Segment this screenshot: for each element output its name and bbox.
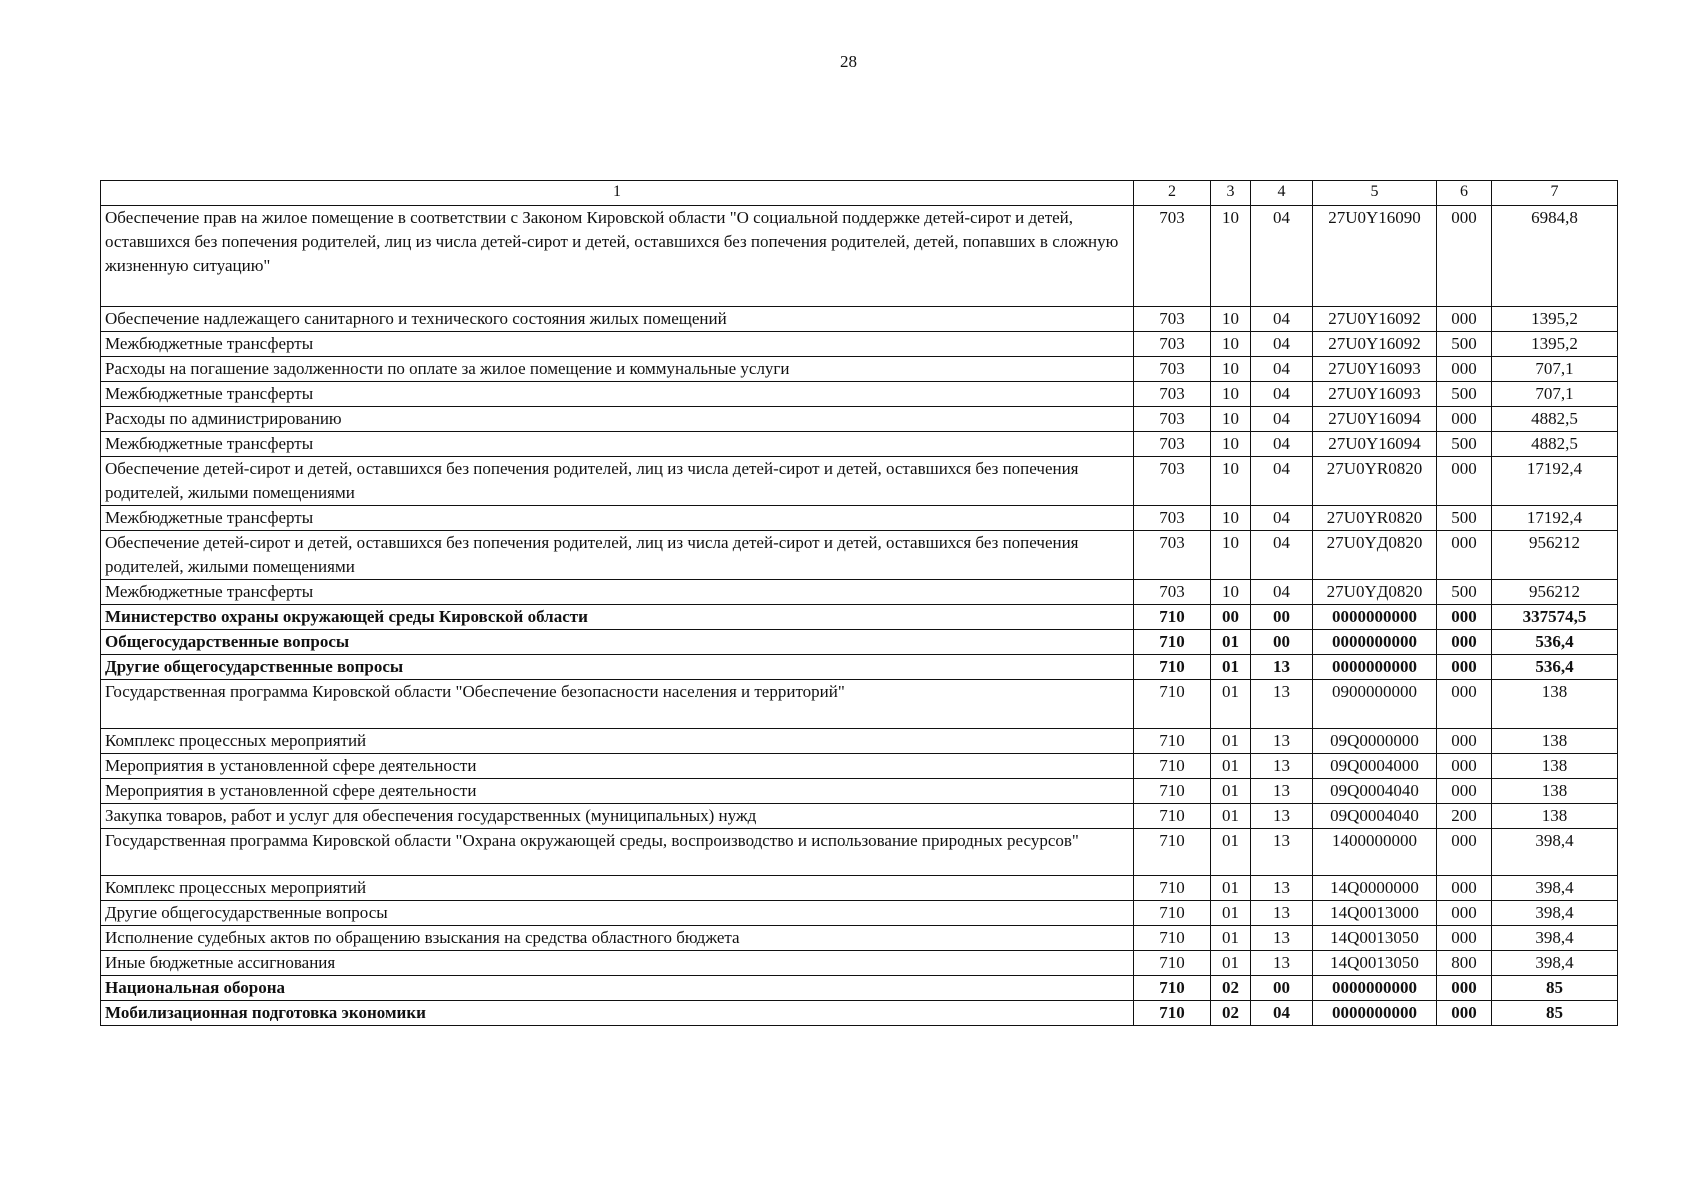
cell-col-2: 710 (1134, 655, 1211, 680)
cell-col-7: 956212 (1492, 531, 1618, 580)
cell-col-6: 000 (1437, 206, 1492, 307)
cell-col-4: 13 (1251, 680, 1313, 729)
cell-col-3: 00 (1211, 605, 1251, 630)
cell-col-2: 710 (1134, 926, 1211, 951)
cell-name: Мероприятия в установленной сфере деятельности (101, 754, 1134, 779)
table-row (101, 332, 1618, 357)
page-number: 28 (840, 52, 857, 71)
header-row (101, 181, 1618, 206)
table-row (101, 531, 1618, 580)
cell-col-5: 0900000000 (1313, 680, 1437, 729)
cell-col-3: 01 (1211, 754, 1251, 779)
cell-col-5: 27U0Y16093 (1313, 382, 1437, 407)
cell-col-4: 04 (1251, 407, 1313, 432)
cell-col-3: 10 (1211, 382, 1251, 407)
cell-col-5: 14Q0000000 (1313, 876, 1437, 901)
table-row (101, 779, 1618, 804)
cell-name: Министерство охраны окружающей среды Кировской области (101, 605, 1134, 630)
cell-col-7: 398,4 (1492, 901, 1618, 926)
cell-col-6: 000 (1437, 754, 1492, 779)
cell-col-7: 536,4 (1492, 630, 1618, 655)
cell-col-2: 710 (1134, 680, 1211, 729)
cell-col-2: 710 (1134, 729, 1211, 754)
cell-col-4: 04 (1251, 206, 1313, 307)
column-header-7: 7 (1492, 181, 1618, 206)
cell-col-5: 0000000000 (1313, 630, 1437, 655)
cell-col-2: 710 (1134, 779, 1211, 804)
cell-name: Государственная программа Кировской области "Обеспечение безопасности населения и территорий" (101, 680, 1134, 729)
cell-col-5: 14Q0013050 (1313, 926, 1437, 951)
cell-col-5: 09Q0004040 (1313, 804, 1437, 829)
cell-col-4: 04 (1251, 457, 1313, 506)
cell-col-4: 04 (1251, 531, 1313, 580)
table-row (101, 580, 1618, 605)
cell-col-5: 0000000000 (1313, 605, 1437, 630)
cell-col-5: 27U0Y16094 (1313, 432, 1437, 457)
cell-col-5: 27U0YR0820 (1313, 457, 1437, 506)
cell-name: Межбюджетные трансферты (101, 432, 1134, 457)
cell-col-2: 710 (1134, 829, 1211, 876)
cell-col-3: 02 (1211, 1001, 1251, 1026)
cell-col-5: 27U0YR0820 (1313, 506, 1437, 531)
cell-col-4: 04 (1251, 1001, 1313, 1026)
cell-col-6: 000 (1437, 829, 1492, 876)
cell-col-5: 0000000000 (1313, 655, 1437, 680)
cell-col-5: 1400000000 (1313, 829, 1437, 876)
cell-col-2: 703 (1134, 382, 1211, 407)
cell-col-4: 13 (1251, 829, 1313, 876)
cell-col-3: 01 (1211, 901, 1251, 926)
cell-col-2: 703 (1134, 432, 1211, 457)
cell-col-6: 000 (1437, 926, 1492, 951)
cell-col-4: 04 (1251, 432, 1313, 457)
cell-col-5: 27U0Y16092 (1313, 307, 1437, 332)
cell-name: Иные бюджетные ассигнования (101, 951, 1134, 976)
cell-col-4: 00 (1251, 605, 1313, 630)
cell-col-4: 13 (1251, 926, 1313, 951)
cell-col-7: 4882,5 (1492, 432, 1618, 457)
cell-col-6: 500 (1437, 332, 1492, 357)
cell-col-6: 000 (1437, 901, 1492, 926)
cell-col-2: 703 (1134, 580, 1211, 605)
cell-col-4: 13 (1251, 901, 1313, 926)
cell-col-5: 27U0Y16090 (1313, 206, 1437, 307)
cell-name: Исполнение судебных актов по обращению взыскания на средства областного бюджета (101, 926, 1134, 951)
cell-col-3: 01 (1211, 876, 1251, 901)
budget-table (100, 180, 1618, 1026)
cell-col-4: 00 (1251, 630, 1313, 655)
cell-col-7: 85 (1492, 1001, 1618, 1026)
cell-name: Мероприятия в установленной сфере деятельности (101, 779, 1134, 804)
cell-col-7: 138 (1492, 729, 1618, 754)
table-row (101, 407, 1618, 432)
cell-col-3: 01 (1211, 951, 1251, 976)
column-header-1: 1 (101, 181, 1134, 206)
cell-col-3: 01 (1211, 729, 1251, 754)
table-row (101, 307, 1618, 332)
cell-name: Национальная оборона (101, 976, 1134, 1001)
cell-col-3: 10 (1211, 307, 1251, 332)
table-row (101, 1001, 1618, 1026)
cell-col-3: 02 (1211, 976, 1251, 1001)
table-row (101, 605, 1618, 630)
cell-col-2: 703 (1134, 531, 1211, 580)
cell-col-3: 10 (1211, 457, 1251, 506)
cell-col-6: 000 (1437, 1001, 1492, 1026)
cell-col-3: 01 (1211, 779, 1251, 804)
cell-col-4: 04 (1251, 506, 1313, 531)
cell-col-2: 710 (1134, 901, 1211, 926)
cell-col-7: 17192,4 (1492, 457, 1618, 506)
cell-col-7: 337574,5 (1492, 605, 1618, 630)
cell-col-3: 10 (1211, 531, 1251, 580)
table-row (101, 432, 1618, 457)
cell-col-2: 703 (1134, 506, 1211, 531)
cell-col-5: 27U0YД0820 (1313, 531, 1437, 580)
cell-col-5: 14Q0013000 (1313, 901, 1437, 926)
cell-col-2: 710 (1134, 754, 1211, 779)
cell-col-2: 703 (1134, 407, 1211, 432)
cell-col-6: 500 (1437, 506, 1492, 531)
cell-col-4: 04 (1251, 307, 1313, 332)
cell-col-6: 000 (1437, 457, 1492, 506)
cell-col-6: 000 (1437, 307, 1492, 332)
cell-name: Обеспечение детей-сирот и детей, оставшихся без попечения родителей, лиц из числа детей-сирот и детей, оставшихся без попечения родителей, жилыми помещениями (101, 457, 1134, 506)
cell-name: Расходы на погашение задолженности по оплате за жилое помещение и коммунальные услуги (101, 357, 1134, 382)
cell-col-3: 01 (1211, 829, 1251, 876)
cell-col-3: 10 (1211, 407, 1251, 432)
cell-col-4: 13 (1251, 655, 1313, 680)
cell-name: Комплекс процессных мероприятий (101, 729, 1134, 754)
cell-col-2: 710 (1134, 605, 1211, 630)
cell-col-2: 703 (1134, 307, 1211, 332)
column-header-4: 4 (1251, 181, 1313, 206)
cell-col-6: 000 (1437, 876, 1492, 901)
column-header-6: 6 (1437, 181, 1492, 206)
cell-col-7: 398,4 (1492, 876, 1618, 901)
cell-col-7: 6984,8 (1492, 206, 1618, 307)
cell-col-4: 04 (1251, 332, 1313, 357)
cell-name: Межбюджетные трансферты (101, 506, 1134, 531)
cell-col-3: 10 (1211, 206, 1251, 307)
cell-col-2: 703 (1134, 332, 1211, 357)
cell-col-5: 09Q0004000 (1313, 754, 1437, 779)
cell-col-2: 710 (1134, 951, 1211, 976)
cell-col-5: 09Q0000000 (1313, 729, 1437, 754)
cell-col-7: 1395,2 (1492, 332, 1618, 357)
cell-col-3: 01 (1211, 630, 1251, 655)
cell-col-7: 707,1 (1492, 382, 1618, 407)
cell-col-4: 13 (1251, 729, 1313, 754)
cell-col-7: 707,1 (1492, 357, 1618, 382)
cell-name: Другие общегосударственные вопросы (101, 901, 1134, 926)
column-header-5: 5 (1313, 181, 1437, 206)
cell-name: Межбюджетные трансферты (101, 382, 1134, 407)
cell-name: Межбюджетные трансферты (101, 332, 1134, 357)
cell-col-4: 00 (1251, 976, 1313, 1001)
cell-col-3: 10 (1211, 432, 1251, 457)
cell-col-7: 398,4 (1492, 829, 1618, 876)
cell-col-4: 04 (1251, 357, 1313, 382)
cell-col-2: 710 (1134, 876, 1211, 901)
table-row (101, 680, 1618, 729)
cell-col-5: 27U0Y16094 (1313, 407, 1437, 432)
cell-col-2: 703 (1134, 457, 1211, 506)
table-row (101, 206, 1618, 307)
table-row (101, 754, 1618, 779)
cell-col-6: 000 (1437, 680, 1492, 729)
cell-col-7: 1395,2 (1492, 307, 1618, 332)
cell-col-2: 703 (1134, 357, 1211, 382)
cell-col-4: 13 (1251, 754, 1313, 779)
cell-name: Расходы по администрированию (101, 407, 1134, 432)
cell-col-6: 000 (1437, 655, 1492, 680)
cell-name: Мобилизационная подготовка экономики (101, 1001, 1134, 1026)
cell-col-7: 138 (1492, 804, 1618, 829)
cell-col-6: 000 (1437, 605, 1492, 630)
cell-col-5: 27U0Y16093 (1313, 357, 1437, 382)
table-row (101, 729, 1618, 754)
table-row (101, 951, 1618, 976)
table-row (101, 506, 1618, 531)
cell-col-2: 710 (1134, 976, 1211, 1001)
cell-name: Государственная программа Кировской области "Охрана окружающей среды, воспроизводство и использование природных ресурсов" (101, 829, 1134, 876)
table-row (101, 901, 1618, 926)
cell-col-6: 800 (1437, 951, 1492, 976)
cell-col-7: 138 (1492, 680, 1618, 729)
cell-col-3: 10 (1211, 506, 1251, 531)
table-body (101, 206, 1618, 1026)
cell-name: Комплекс процессных мероприятий (101, 876, 1134, 901)
cell-col-2: 710 (1134, 630, 1211, 655)
cell-name: Другие общегосударственные вопросы (101, 655, 1134, 680)
table-row (101, 804, 1618, 829)
cell-col-6: 000 (1437, 976, 1492, 1001)
cell-col-7: 398,4 (1492, 951, 1618, 976)
table-row (101, 357, 1618, 382)
column-header-3: 3 (1211, 181, 1251, 206)
table-row (101, 630, 1618, 655)
table-row (101, 457, 1618, 506)
cell-col-4: 13 (1251, 951, 1313, 976)
cell-col-3: 10 (1211, 332, 1251, 357)
cell-col-2: 710 (1134, 804, 1211, 829)
cell-name: Обеспечение надлежащего санитарного и технического состояния жилых помещений (101, 307, 1134, 332)
cell-col-3: 01 (1211, 655, 1251, 680)
cell-col-7: 138 (1492, 779, 1618, 804)
cell-col-7: 4882,5 (1492, 407, 1618, 432)
cell-col-6: 000 (1437, 729, 1492, 754)
cell-col-3: 01 (1211, 926, 1251, 951)
cell-col-5: 27U0YД0820 (1313, 580, 1437, 605)
table-row (101, 976, 1618, 1001)
cell-col-3: 10 (1211, 580, 1251, 605)
cell-col-5: 0000000000 (1313, 976, 1437, 1001)
cell-col-4: 13 (1251, 876, 1313, 901)
table-row (101, 829, 1618, 876)
cell-col-6: 000 (1437, 531, 1492, 580)
cell-name: Межбюджетные трансферты (101, 580, 1134, 605)
column-header-2: 2 (1134, 181, 1211, 206)
cell-col-2: 710 (1134, 1001, 1211, 1026)
cell-col-7: 17192,4 (1492, 506, 1618, 531)
cell-name: Закупка товаров, работ и услуг для обеспечения государственных (муниципальных) нужд (101, 804, 1134, 829)
table-row (101, 876, 1618, 901)
cell-col-4: 13 (1251, 779, 1313, 804)
cell-name: Обеспечение прав на жилое помещение в соответствии с Законом Кировской области "О социальной поддержке детей-сирот и детей, оставшихся без попечения родителей, лиц из числа детей-сирот и детей, оставшихся без попечения родителей, детей, попавших в сложную жизненную ситуацию" (101, 206, 1134, 307)
cell-name: Общегосударственные вопросы (101, 630, 1134, 655)
cell-col-6: 500 (1437, 432, 1492, 457)
cell-col-6: 000 (1437, 630, 1492, 655)
cell-col-6: 000 (1437, 357, 1492, 382)
cell-col-6: 200 (1437, 804, 1492, 829)
cell-col-5: 0000000000 (1313, 1001, 1437, 1026)
cell-col-2: 703 (1134, 206, 1211, 307)
cell-col-7: 536,4 (1492, 655, 1618, 680)
cell-col-6: 500 (1437, 580, 1492, 605)
cell-col-3: 01 (1211, 804, 1251, 829)
cell-col-7: 398,4 (1492, 926, 1618, 951)
cell-col-5: 14Q0013050 (1313, 951, 1437, 976)
cell-col-4: 04 (1251, 382, 1313, 407)
table-row (101, 382, 1618, 407)
cell-col-5: 27U0Y16092 (1313, 332, 1437, 357)
cell-col-7: 956212 (1492, 580, 1618, 605)
cell-col-6: 000 (1437, 779, 1492, 804)
cell-col-7: 138 (1492, 754, 1618, 779)
cell-col-3: 10 (1211, 357, 1251, 382)
table-row (101, 655, 1618, 680)
table-row (101, 926, 1618, 951)
cell-col-6: 500 (1437, 382, 1492, 407)
cell-col-6: 000 (1437, 407, 1492, 432)
cell-col-4: 13 (1251, 804, 1313, 829)
cell-col-5: 09Q0004040 (1313, 779, 1437, 804)
cell-col-3: 01 (1211, 680, 1251, 729)
cell-col-7: 85 (1492, 976, 1618, 1001)
cell-col-4: 04 (1251, 580, 1313, 605)
cell-name: Обеспечение детей-сирот и детей, оставшихся без попечения родителей, лиц из числа детей-сирот и детей, оставшихся без попечения родителей, жилыми помещениями (101, 531, 1134, 580)
